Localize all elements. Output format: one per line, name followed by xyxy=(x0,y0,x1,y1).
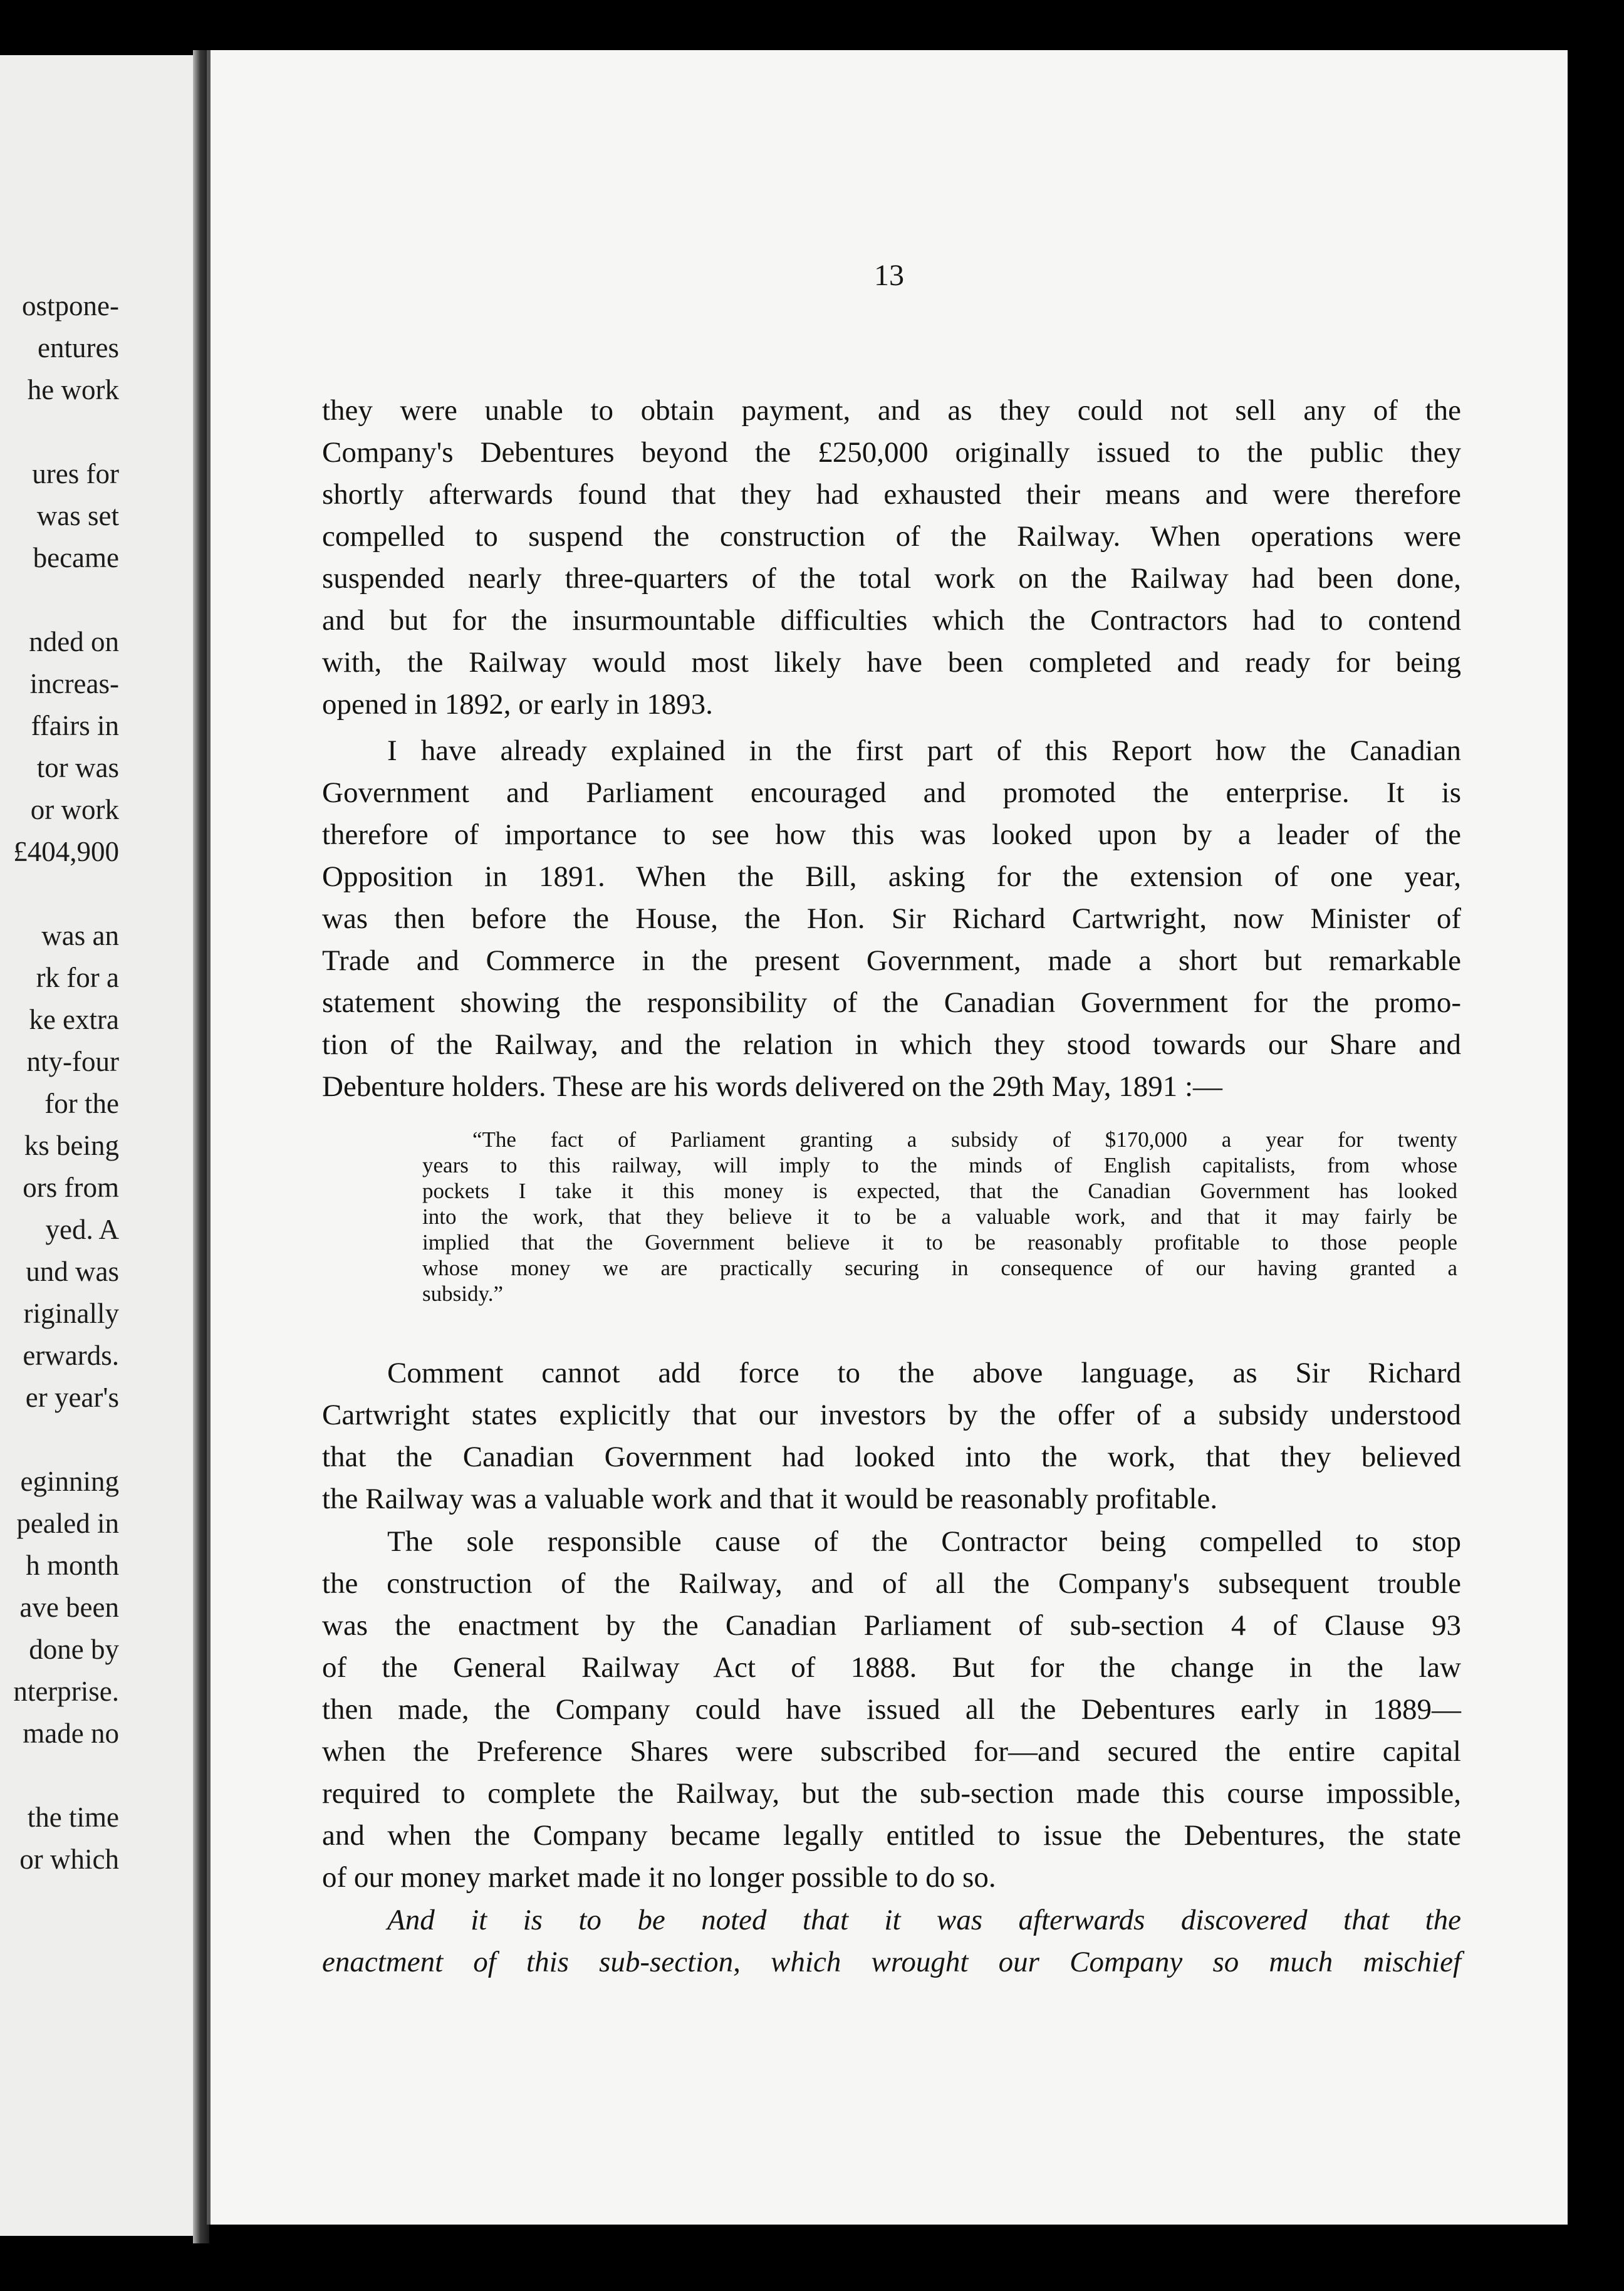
quote-line: into the work, that they believe it to be a valuable work, and that it may fairly be xyxy=(422,1204,1457,1229)
facing-page-text-fragment: pealed in xyxy=(16,1508,119,1539)
facing-page-text-fragment: nded on xyxy=(29,626,119,657)
document-page xyxy=(207,50,1568,2225)
text-line: the Railway was a valuable work and that it would be reasonably profitable. xyxy=(322,1483,1218,1515)
facing-page-text-fragment: ks being xyxy=(24,1130,119,1161)
facing-page-text-fragment: ors from xyxy=(23,1172,119,1203)
facing-page-text-fragment: ke extra xyxy=(29,1004,119,1035)
text-line: therefore of importance to see how this was looked upon by a leader of the xyxy=(322,818,1461,851)
facing-page-text-fragment: erwards. xyxy=(23,1340,119,1371)
paragraph xyxy=(322,1521,1461,1899)
page-number: 13 xyxy=(874,259,904,292)
text-line: when the Preference Shares were subscribed for—and secured the entire capital xyxy=(322,1735,1461,1768)
facing-page-text-fragment: h month xyxy=(26,1550,119,1581)
text-line: with, the Railway would most likely have been completed and ready for being xyxy=(322,646,1461,679)
facing-page-text-fragment: increas- xyxy=(29,668,119,699)
quote-line: “The fact of Parliament granting a subsidy of $170,000 a year for twenty xyxy=(472,1127,1457,1152)
quote-line: whose money we are practically securing in consequence of our having granted a xyxy=(422,1256,1457,1280)
facing-page-text-fragment: ostpone- xyxy=(22,290,119,321)
text-line: enactment of this sub-section, which wrought our Company so much mischief xyxy=(322,1946,1461,1978)
facing-page-text-fragment: ffairs in xyxy=(31,710,119,741)
facing-page-text-fragment: or work xyxy=(30,794,119,825)
facing-page-text-fragment: done by xyxy=(29,1634,119,1665)
facing-page-text-fragment: eginning xyxy=(20,1466,119,1497)
text-line: opened in 1892, or early in 1893. xyxy=(322,688,713,721)
facing-page-text-fragment: er year's xyxy=(25,1382,119,1413)
quote-line: subsidy.” xyxy=(422,1281,503,1306)
text-line: compelled to suspend the construction of the Railway. When operations were xyxy=(322,520,1461,553)
text-line: suspended nearly three-quarters of the total work on the Railway had been done, xyxy=(322,562,1461,595)
text-line: was then before the House, the Hon. Sir Richard Cartwright, now Minister of xyxy=(322,902,1461,935)
text-line: Government and Parliament encouraged and promoted the enterprise. It is xyxy=(322,776,1461,809)
text-line: and when the Company became legally entitled to issue the Debentures, the state xyxy=(322,1819,1461,1852)
facing-page-text-fragment: £404,900 xyxy=(13,836,119,867)
text-line: of our money market made it no longer possible to do so. xyxy=(322,1861,996,1894)
text-line: the construction of the Railway, and of all the Company's subsequent trouble xyxy=(322,1567,1461,1600)
quote-line: pockets I take it this money is expected, that the Canadian Government has looked xyxy=(422,1179,1457,1203)
text-line: And it is to be noted that it was afterwards discovered that the xyxy=(387,1904,1461,1936)
facing-page-text-fragment: yed. A xyxy=(45,1214,119,1245)
text-line: was the enactment by the Canadian Parliament of sub-section 4 of Clause 93 xyxy=(322,1609,1461,1642)
text-line: required to complete the Railway, but the sub-section made this course impossible, xyxy=(322,1777,1461,1810)
text-line: they were unable to obtain payment, and as they could not sell any of the xyxy=(322,394,1461,427)
facing-page-text-fragment: was set xyxy=(36,500,119,531)
facing-page-text-fragment: the time xyxy=(27,1802,119,1833)
facing-page-text-fragment: ures for xyxy=(32,458,119,489)
text-line: Opposition in 1891. When the Bill, asking for the extension of one year, xyxy=(322,860,1461,893)
facing-page-text-fragment: und was xyxy=(26,1256,119,1287)
text-line: Cartwright states explicitly that our investors by the offer of a subsidy understood xyxy=(322,1399,1461,1431)
facing-page-text-fragment: ave been xyxy=(19,1592,119,1623)
block-quote xyxy=(422,1127,1457,1307)
paragraph xyxy=(322,730,1461,1108)
text-line: then made, the Company could have issued all the Debentures early in 1889— xyxy=(322,1693,1461,1726)
facing-page-text-fragment: made no xyxy=(23,1718,119,1749)
facing-page-text-fragment: riginally xyxy=(23,1298,119,1329)
facing-page-text-fragment: he work xyxy=(27,374,119,405)
text-line: shortly afterwards found that they had exhausted their means and were therefore xyxy=(322,478,1461,511)
text-line: of the General Railway Act of 1888. But for the change in the law xyxy=(322,1651,1461,1684)
facing-page-text-fragment: became xyxy=(33,542,119,573)
paragraph xyxy=(322,390,1461,726)
text-line: Comment cannot add force to the above language, as Sir Richard xyxy=(387,1357,1461,1389)
facing-page-text-fragment: was an xyxy=(41,920,119,951)
text-line: The sole responsible cause of the Contractor being compelled to stop xyxy=(387,1525,1461,1558)
text-line: Debenture holders. These are his words delivered on the 29th May, 1891 :— xyxy=(322,1070,1223,1103)
quote-line: years to this railway, will imply to the minds of English capitalists, from whose xyxy=(422,1153,1457,1177)
text-line: tion of the Railway, and the relation in which they stood towards our Share and xyxy=(322,1028,1461,1061)
facing-page-text-fragment: nterprise. xyxy=(13,1676,119,1707)
text-line: that the Canadian Government had looked into the work, that they believed xyxy=(322,1441,1461,1473)
facing-page-text-fragment: rk for a xyxy=(36,962,119,993)
facing-page-text-fragment: nty-four xyxy=(26,1046,119,1077)
text-line: statement showing the responsibility of the Canadian Government for the promo- xyxy=(322,986,1461,1019)
facing-page xyxy=(0,55,199,2236)
facing-page-text-fragment: or which xyxy=(19,1844,119,1875)
text-line: Trade and Commerce in the present Government, made a short but remarkable xyxy=(322,944,1461,977)
paragraph xyxy=(322,1899,1461,1983)
facing-page-text-fragment: tor was xyxy=(36,752,119,783)
quote-line: implied that the Government believe it to be reasonably profitable to those people xyxy=(422,1230,1457,1255)
text-line: Company's Debentures beyond the £250,000 originally issued to the public they xyxy=(322,436,1461,469)
text-line: and but for the insurmountable difficulties which the Contractors had to contend xyxy=(322,604,1461,637)
text-line: I have already explained in the first part of this Report how the Canadian xyxy=(387,734,1461,767)
facing-page-text-fragment: entures xyxy=(38,332,119,363)
paragraph xyxy=(322,1352,1461,1520)
facing-page-text-fragment: for the xyxy=(44,1088,119,1119)
